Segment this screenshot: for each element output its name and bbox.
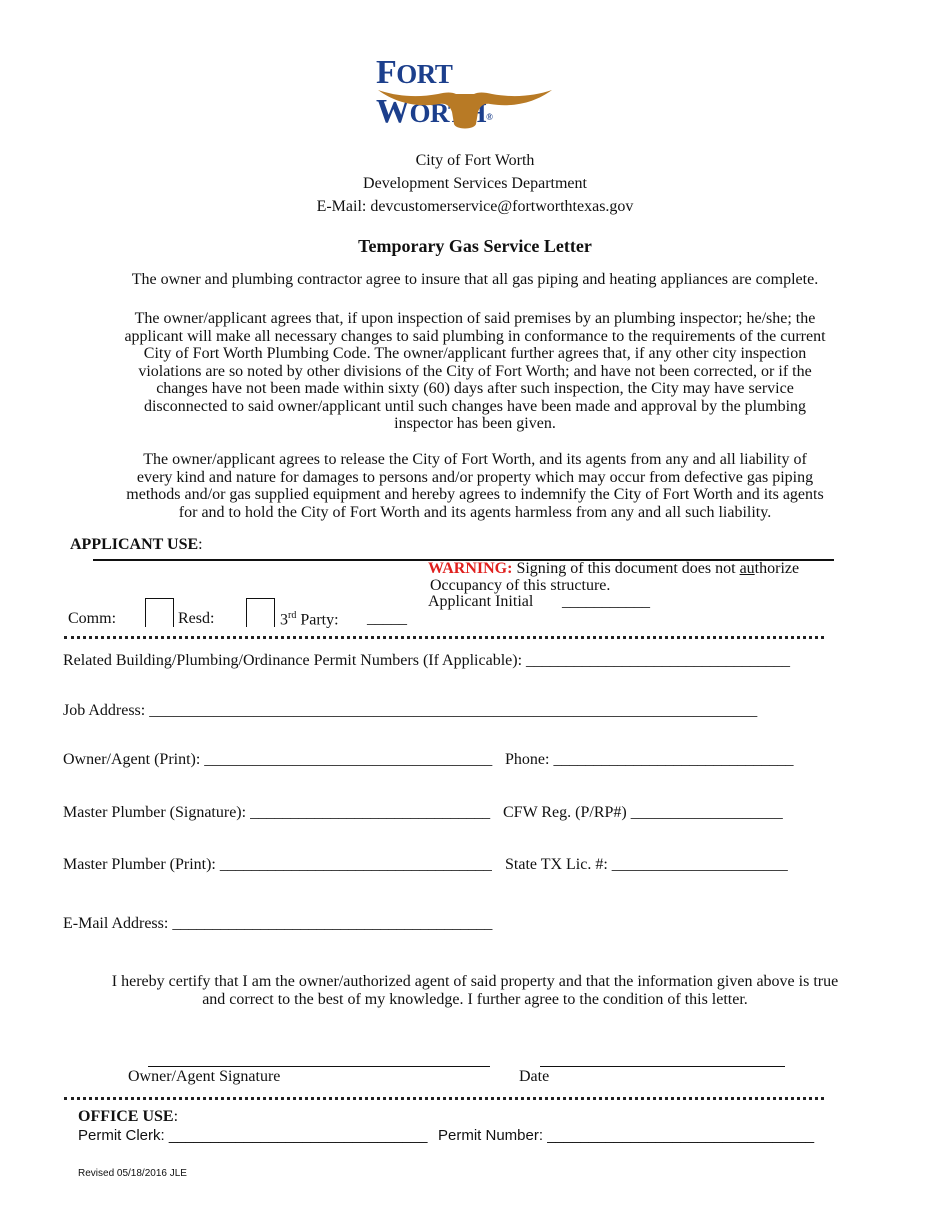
resd-label: Resd: (178, 610, 215, 627)
header-city: City of Fort Worth (415, 152, 535, 169)
owner-signature-line[interactable] (148, 1066, 490, 1067)
revised-note: Revised 05/18/2016 JLE (78, 1168, 187, 1179)
warning-line-1: WARNING: Signing of this document does not authorize (428, 560, 800, 577)
header-email: E-Mail: devcustomerservice@fortworthtexas.gov (316, 198, 634, 215)
certification-text: I hereby certify that I am the owner/authorized agent of said property and that the information given above is true and correct to the best of my knowledge. I further agree to the condition of this letter. (111, 973, 839, 1008)
logo-wordmark: FORT WORTH® (376, 54, 493, 130)
permit-numbers-field[interactable]: Related Building/Plumbing/Ordinance Permit Numbers (If Applicable): _________________________________ (63, 652, 791, 669)
job-address-field[interactable]: Job Address: ____________________________________________________________________________ (63, 702, 758, 719)
paragraph-3: The owner/applicant agrees to release the City of Fort Worth, and its agents from any and all liability of every kind and nature for damages to persons and/or property which may occur from defective gas piping methods and/or gas supplied equipment and hereby agrees to indemnify the City of Fort Worth and its agents for and to hold the City of Fort Worth and its agents harmless from any and all such liability. (126, 451, 824, 521)
owner-agent-print-field[interactable]: Owner/Agent (Print): ____________________________________ (63, 751, 493, 768)
owner-signature-label: Owner/Agent Signature (128, 1068, 281, 1085)
third-party-blank[interactable]: _____ (367, 610, 407, 627)
warning-line-2: Occupancy of this structure. (430, 577, 611, 594)
document-title: Temporary Gas Service Letter (358, 236, 592, 256)
applicant-use-heading: APPLICANT USE: (70, 536, 203, 553)
resd-checkbox[interactable] (246, 598, 275, 627)
paragraph-1: The owner and plumbing contractor agree to insure that all gas piping and heating appliances are complete. (131, 271, 819, 288)
comm-checkbox[interactable] (145, 598, 174, 627)
date-label: Date (519, 1068, 550, 1085)
master-plumber-signature-field[interactable]: Master Plumber (Signature): ______________________________ (63, 804, 491, 821)
applicant-dotted-divider (64, 636, 824, 639)
date-line[interactable] (540, 1066, 785, 1067)
fort-worth-logo (376, 54, 554, 132)
office-dotted-divider (64, 1097, 824, 1100)
third-party-label: 3rd Party: (280, 610, 339, 629)
longhorn-icon (376, 84, 554, 132)
cfw-reg-field[interactable]: CFW Reg. (P/RP#) ___________________ (503, 804, 783, 821)
permit-clerk-field[interactable]: Permit Clerk: _______________________________ (78, 1127, 428, 1144)
office-use-heading: OFFICE USE: (78, 1108, 179, 1125)
state-tx-license-field[interactable]: State TX Lic. #: ______________________ (505, 856, 788, 873)
applicant-initial-label: Applicant Initial (428, 593, 534, 610)
comm-label: Comm: (68, 610, 117, 627)
applicant-initial-blank[interactable]: ___________ (562, 593, 650, 610)
phone-field[interactable]: Phone: ______________________________ (505, 751, 794, 768)
permit-number-field[interactable]: Permit Number: ________________________________ (438, 1127, 815, 1144)
email-address-field[interactable]: E-Mail Address: ________________________________________ (63, 915, 493, 932)
paragraph-2: The owner/applicant agrees that, if upon inspection of said premises by an plumbing inspector; he/she; the applicant will make all necessary changes to said plumbing in conformance to the requirements of the current City of Fort Worth Plumbing Code. The owner/applicant further agrees that, if any other city inspection violations are so noted by other divisions of the City of Fort Worth; and have not been corrected, or if the changes have not been made within sixty (60) days after such inspection, the City may have service disconnected to said owner/applicant until such changes have been made and approval by the plumbing inspector has been given. (124, 310, 826, 432)
header-department: Development Services Department (363, 175, 587, 192)
master-plumber-print-field[interactable]: Master Plumber (Print): __________________________________ (63, 856, 492, 873)
